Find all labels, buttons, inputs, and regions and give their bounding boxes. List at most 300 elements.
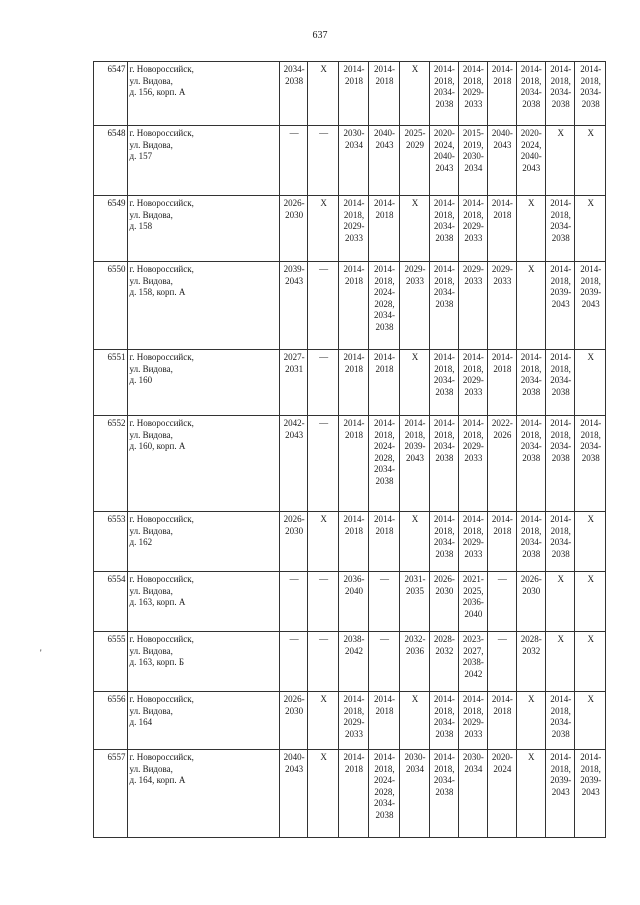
period-cell: [338, 692, 368, 750]
period-value: 2034-: [374, 464, 395, 474]
period-cell: [458, 350, 487, 416]
period-value: 2018,: [463, 525, 484, 536]
period-value: 2036-: [343, 574, 365, 584]
period-value: 2014-: [550, 352, 572, 362]
period-cell: [575, 512, 606, 572]
period-value: 2035: [405, 585, 424, 596]
period-value: 2034-: [580, 441, 602, 451]
period-value: 2038: [522, 452, 541, 463]
period-cell: [338, 262, 368, 350]
period-value: Х: [528, 752, 535, 762]
address-cell: [127, 62, 279, 126]
period-value: 2018: [493, 209, 512, 220]
period-cell: [545, 572, 574, 632]
table-row: [94, 126, 606, 196]
period-value: 2042-: [283, 418, 305, 428]
address-cell: [127, 196, 279, 262]
period-value: 2038: [435, 98, 454, 109]
period-value: 2038-: [462, 657, 484, 667]
period-cell: [338, 632, 368, 692]
period-value: 2028,: [374, 298, 395, 309]
address-line: ул. Видова,: [129, 275, 173, 286]
period-value: 2018,: [550, 275, 571, 286]
period-value: 2018: [375, 209, 394, 220]
period-value: 2023-: [462, 634, 484, 644]
period-value: 2040-: [491, 128, 513, 138]
period-value: 2014-: [374, 198, 395, 208]
period-value: 2014-: [433, 694, 455, 704]
table-row: [94, 692, 606, 750]
period-cell: [338, 196, 368, 262]
period-value: 2038: [551, 548, 570, 559]
period-cell: [458, 262, 487, 350]
period-value: 2014-: [433, 418, 455, 428]
period-cell: [575, 632, 606, 692]
address-line: ул. Видова,: [129, 209, 173, 220]
period-cell: [279, 572, 307, 632]
period-cell: [430, 196, 458, 262]
period-cell: [369, 632, 399, 692]
period-value: 2038: [551, 728, 570, 739]
period-value: 2038: [435, 232, 454, 243]
period-value: 2034-: [433, 87, 455, 97]
period-value: 2014-: [580, 418, 602, 428]
period-value: 2034-: [550, 441, 572, 451]
period-value: 2029-: [462, 87, 484, 97]
period-cell: [458, 512, 487, 572]
period-cell: [516, 196, 545, 262]
period-cell: [279, 262, 307, 350]
period-cell: [430, 350, 458, 416]
period-value: 2014-: [520, 352, 542, 362]
period-value: 2014-: [462, 514, 484, 524]
period-cell: [488, 632, 516, 692]
address-line: ул. Видова,: [129, 429, 173, 440]
period-value: 2036: [405, 645, 424, 656]
period-value: Х: [587, 694, 594, 704]
period-value: 2032-: [404, 634, 426, 644]
address-line: д. 164: [129, 717, 153, 727]
period-value: 2033: [345, 232, 364, 243]
period-value: Х: [587, 352, 594, 362]
address-line: ул. Видова,: [129, 139, 173, 150]
period-cell: [430, 512, 458, 572]
period-value: —: [497, 574, 507, 584]
period-value: 2034-: [520, 375, 542, 385]
period-value: 2034-: [550, 537, 572, 547]
period-cell: [338, 750, 368, 838]
row-number: 6549: [94, 196, 128, 262]
period-cell: [279, 62, 307, 126]
period-value: 2014-: [550, 418, 572, 428]
period-value: 2034-: [550, 717, 572, 727]
period-value: 2032: [522, 645, 541, 656]
table-row: [94, 62, 606, 126]
period-value: 2014-: [550, 64, 572, 74]
period-value: 2014-: [343, 418, 365, 428]
period-value: 2014-: [550, 752, 572, 762]
period-value: 2018,: [521, 429, 542, 440]
period-cell: [308, 416, 338, 512]
period-value: 2018,: [343, 705, 365, 716]
address-line: г. Новороссийск,: [129, 694, 194, 704]
period-value: 2018,: [434, 705, 455, 716]
period-cell: [458, 196, 487, 262]
period-value: 2018,: [550, 75, 571, 86]
period-cell: [545, 262, 574, 350]
period-value: 2014-: [433, 264, 455, 274]
period-value: 2018: [345, 763, 364, 774]
period-value: 2029-: [343, 717, 365, 727]
period-value: 2018: [493, 705, 512, 716]
period-value: 2018,: [343, 209, 365, 220]
table-row: [94, 262, 606, 350]
period-value: 2018,: [580, 275, 601, 286]
address-line: д. 160, корп. А: [129, 441, 186, 451]
address-line: г. Новороссийск,: [129, 418, 194, 428]
period-cell: [430, 572, 458, 632]
period-value: 2018: [375, 705, 394, 716]
period-value: 2039-: [550, 287, 572, 297]
period-value: 2030: [285, 525, 304, 536]
period-value: 2038: [551, 98, 570, 109]
address-line: д. 164, корп. А: [129, 775, 186, 785]
period-cell: [430, 126, 458, 196]
period-cell: [575, 196, 606, 262]
period-value: 2039-: [580, 775, 602, 785]
period-value: 2026: [493, 429, 512, 440]
period-value: 2033: [405, 275, 424, 286]
period-cell: [369, 572, 399, 632]
period-value: 2038: [551, 452, 570, 463]
period-value: 2038: [435, 548, 454, 559]
period-cell: [308, 62, 338, 126]
period-value: 2034-: [433, 717, 455, 727]
period-value: 2018,: [434, 75, 455, 86]
period-value: 2034-: [374, 310, 395, 320]
period-value: 2014-: [433, 64, 455, 74]
period-value: 2043: [285, 275, 304, 286]
period-value: 2030: [522, 585, 541, 596]
period-cell: [308, 196, 338, 262]
period-value: 2026-: [520, 574, 542, 584]
period-cell: [338, 350, 368, 416]
row-number: 6550: [94, 262, 128, 350]
address-line: ул. Видова,: [129, 645, 173, 656]
period-value: 2014-: [580, 64, 602, 74]
period-value: 2014-: [343, 198, 365, 208]
period-value: Х: [587, 574, 594, 584]
period-cell: [399, 262, 429, 350]
period-value: 2043: [551, 786, 570, 797]
period-value: Х: [528, 264, 535, 274]
period-value: 2029-: [462, 537, 484, 547]
period-value: —: [289, 128, 299, 138]
period-cell: [369, 416, 399, 512]
period-value: 2014-: [433, 752, 455, 762]
period-value: 2034-: [550, 375, 572, 385]
period-value: 2029-: [491, 264, 513, 274]
period-cell: [575, 692, 606, 750]
period-value: 2034-: [550, 87, 572, 97]
period-value: 2014-: [580, 752, 602, 762]
period-value: 2014-: [520, 418, 542, 428]
period-cell: [399, 350, 429, 416]
period-cell: [279, 512, 307, 572]
period-value: 2038: [375, 809, 394, 820]
address-line: д. 157: [129, 151, 153, 161]
period-cell: [488, 350, 516, 416]
period-value: 2018,: [404, 429, 426, 440]
period-value: 2034-: [433, 775, 455, 785]
period-cell: [308, 350, 338, 416]
period-value: 2020-: [433, 128, 455, 138]
period-value: 2018,: [550, 763, 571, 774]
period-value: 2026-: [283, 514, 305, 524]
period-value: 2031: [285, 363, 304, 374]
period-cell: [516, 416, 545, 512]
period-value: 2018,: [463, 209, 484, 220]
period-value: 2014-: [520, 514, 542, 524]
period-value: 2039-: [404, 441, 426, 451]
period-value: 2024-: [374, 287, 395, 297]
period-value: 2034-: [550, 221, 572, 231]
period-value: —: [289, 634, 299, 644]
period-value: 2038: [581, 98, 600, 109]
period-value: Х: [320, 752, 327, 762]
table-row: [94, 350, 606, 416]
registry-table: [93, 61, 606, 838]
address-line: ул. Видова,: [129, 705, 173, 716]
period-cell: [430, 692, 458, 750]
period-cell: [458, 572, 487, 632]
period-cell: [430, 62, 458, 126]
period-value: 2029-: [404, 264, 426, 274]
period-cell: [488, 750, 516, 838]
row-number: 6552: [94, 416, 128, 512]
period-value: 2040-: [374, 128, 395, 138]
address-line: ул. Видова,: [129, 75, 173, 86]
address-line: ул. Видова,: [129, 585, 173, 596]
period-cell: [369, 512, 399, 572]
period-cell: [399, 750, 429, 838]
period-value: 2018: [375, 363, 394, 374]
address-cell: [127, 262, 279, 350]
period-value: 2018,: [374, 763, 395, 774]
period-value: Х: [411, 694, 419, 704]
period-cell: [279, 350, 307, 416]
period-cell: [545, 350, 574, 416]
period-value: 2029-: [343, 221, 365, 231]
period-value: 2018,: [580, 429, 601, 440]
period-value: 2034-: [433, 537, 455, 547]
period-cell: [575, 126, 606, 196]
period-cell: [545, 126, 574, 196]
period-value: Х: [587, 128, 594, 138]
period-cell: [399, 62, 429, 126]
period-value: 2018: [345, 363, 364, 374]
period-cell: [488, 126, 516, 196]
row-number: 6548: [94, 126, 128, 196]
period-value: 2033: [464, 728, 483, 739]
period-value: 2014-: [491, 694, 513, 704]
period-value: 2033: [464, 452, 483, 463]
period-value: 2014-: [462, 198, 484, 208]
stray-mark: ': [40, 648, 42, 658]
period-value: 2020-: [520, 128, 542, 138]
period-value: 2018,: [463, 705, 484, 716]
period-value: 2031-: [404, 574, 426, 584]
period-cell: [516, 750, 545, 838]
period-value: 2014-: [343, 352, 365, 362]
table-row: [94, 512, 606, 572]
period-value: Х: [557, 128, 564, 138]
table-row: [94, 572, 606, 632]
period-value: 2034-: [520, 441, 542, 451]
period-value: 2033: [464, 548, 483, 559]
period-cell: [338, 512, 368, 572]
row-number: 6551: [94, 350, 128, 416]
period-value: 2018,: [550, 429, 571, 440]
period-cell: [575, 262, 606, 350]
period-value: 2029: [405, 139, 424, 150]
period-value: 2038: [435, 386, 454, 397]
period-cell: [575, 62, 606, 126]
period-cell: [399, 126, 429, 196]
period-value: Х: [528, 694, 535, 704]
period-value: 2014-: [374, 264, 395, 274]
period-cell: [516, 350, 545, 416]
period-cell: [369, 62, 399, 126]
period-value: 2014-: [462, 352, 484, 362]
period-value: 2024: [493, 763, 512, 774]
row-number: 6557: [94, 750, 128, 838]
period-value: 2014-: [520, 64, 542, 74]
period-value: —: [319, 352, 329, 362]
period-value: 2038: [375, 321, 394, 332]
period-value: 2030: [285, 209, 304, 220]
period-value: 2039-: [580, 287, 602, 297]
period-cell: [516, 262, 545, 350]
period-value: 2033: [464, 98, 483, 109]
period-value: 2014-: [491, 352, 513, 362]
period-cell: [338, 416, 368, 512]
row-number: 6556: [94, 692, 128, 750]
address-cell: [127, 350, 279, 416]
period-value: 2043: [285, 763, 304, 774]
period-value: —: [289, 574, 299, 584]
period-value: Х: [320, 64, 327, 74]
period-value: 2034: [345, 139, 364, 150]
address-cell: [127, 632, 279, 692]
period-cell: [399, 572, 429, 632]
row-number: 6553: [94, 512, 128, 572]
period-value: 2024-: [374, 775, 395, 785]
period-value: 2018,: [434, 275, 455, 286]
period-cell: [575, 350, 606, 416]
table-row: [94, 196, 606, 262]
period-cell: [516, 512, 545, 572]
period-value: 2018,: [374, 275, 395, 286]
period-value: 2014-: [550, 694, 572, 704]
period-value: 2043: [493, 139, 512, 150]
period-value: 2034-: [580, 87, 602, 97]
period-value: 2018,: [550, 209, 571, 220]
period-value: 2040: [464, 608, 483, 619]
address-line: д. 160: [129, 375, 153, 385]
period-value: 2038: [522, 386, 541, 397]
period-value: Х: [411, 514, 419, 524]
address-line: д. 163, корп. А: [129, 597, 186, 607]
period-value: 2038: [551, 386, 570, 397]
period-value: 2033: [345, 728, 364, 739]
address-cell: [127, 416, 279, 512]
period-value: 2040-: [283, 752, 305, 762]
period-cell: [516, 632, 545, 692]
period-cell: [488, 196, 516, 262]
period-cell: [458, 692, 487, 750]
period-value: 2038: [435, 452, 454, 463]
period-cell: [516, 62, 545, 126]
period-cell: [575, 750, 606, 838]
period-cell: [369, 692, 399, 750]
period-value: 2034: [464, 162, 483, 173]
period-cell: [399, 512, 429, 572]
address-line: г. Новороссийск,: [129, 128, 194, 138]
period-value: Х: [411, 198, 419, 208]
period-cell: [279, 416, 307, 512]
period-value: 2029-: [462, 375, 484, 385]
period-value: 2014-: [343, 752, 365, 762]
period-cell: [458, 632, 487, 692]
period-value: —: [319, 264, 329, 274]
period-value: 2014-: [491, 514, 513, 524]
period-value: 2039-: [283, 264, 305, 274]
address-line: г. Новороссийск,: [129, 752, 194, 762]
period-value: 2043: [522, 162, 541, 173]
period-cell: [399, 632, 429, 692]
period-value: 2014-: [550, 514, 572, 524]
period-value: 2018: [345, 429, 364, 440]
period-value: 2024,: [521, 139, 542, 150]
period-value: Х: [587, 198, 594, 208]
period-cell: [458, 416, 487, 512]
address-line: г. Новороссийск,: [129, 198, 194, 208]
period-value: 2014-: [404, 418, 426, 428]
period-value: 2014-: [491, 198, 513, 208]
period-cell: [369, 262, 399, 350]
address-line: ул. Видова,: [129, 763, 173, 774]
period-value: 2043: [551, 298, 570, 309]
period-value: 2018: [345, 525, 364, 536]
period-value: 2018: [375, 75, 394, 86]
address-line: г. Новороссийск,: [129, 574, 194, 584]
period-value: 2018,: [550, 705, 571, 716]
period-cell: [399, 416, 429, 512]
period-value: 2029-: [462, 441, 484, 451]
period-value: —: [380, 634, 389, 644]
period-value: 2030-: [462, 752, 484, 762]
period-value: 2038: [581, 452, 600, 463]
row-number: 6554: [94, 572, 128, 632]
period-value: 2034-: [433, 375, 455, 385]
period-cell: [458, 126, 487, 196]
address-line: д. 162: [129, 537, 153, 547]
period-value: 2033: [493, 275, 512, 286]
period-value: 2030: [435, 585, 454, 596]
period-value: 2014-: [343, 514, 365, 524]
period-value: 2043: [375, 139, 394, 150]
